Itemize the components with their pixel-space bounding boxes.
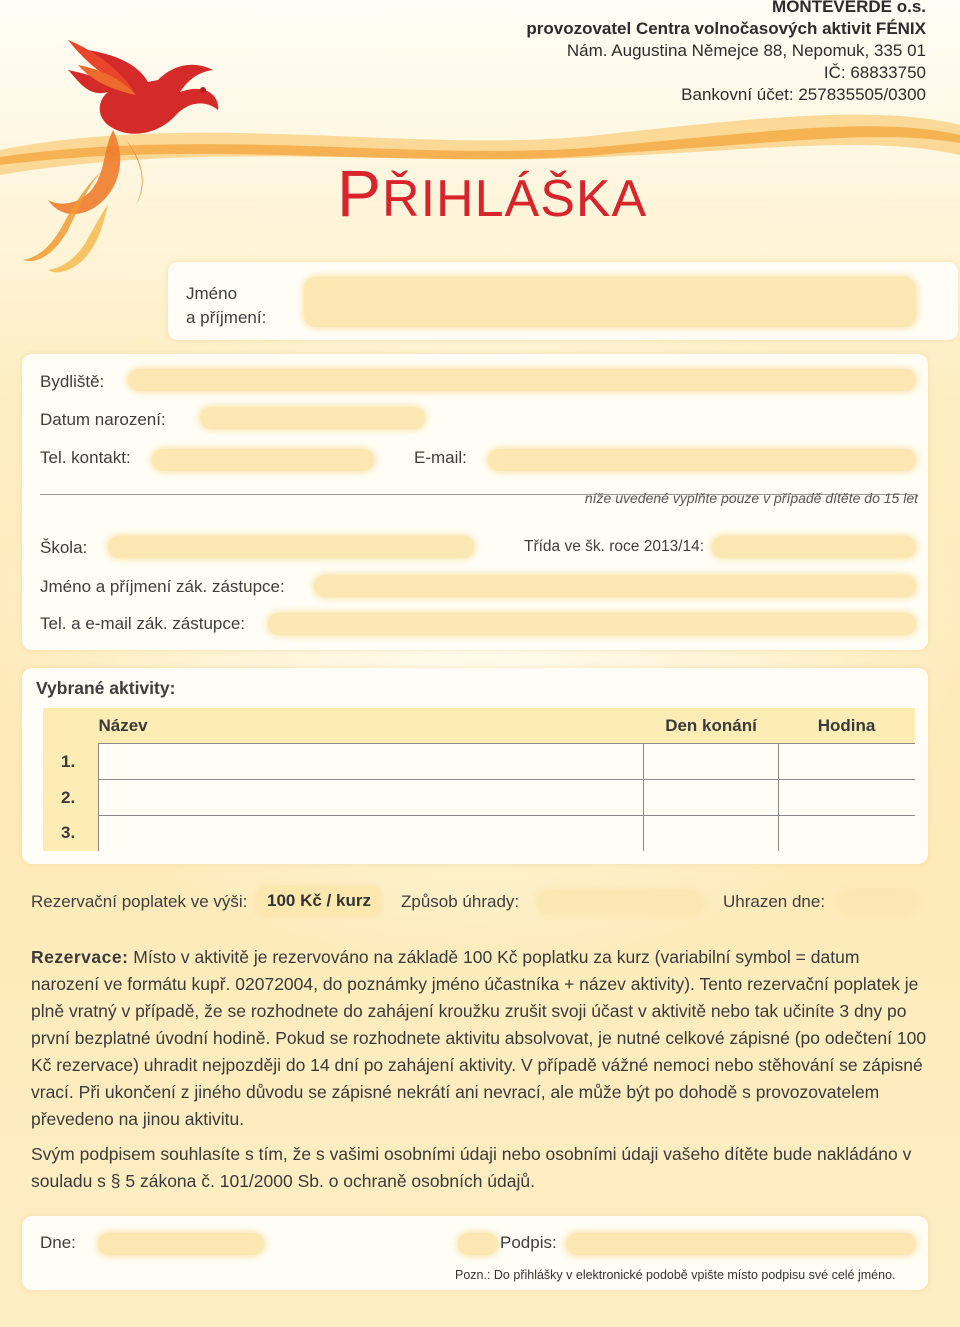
activities-table xyxy=(43,708,915,851)
organization-info xyxy=(526,0,926,106)
title-initial: P xyxy=(337,156,383,230)
org-ic: IČ: 68833750 xyxy=(823,63,926,82)
activity-name-cell[interactable] xyxy=(99,816,644,852)
activity-hour-cell[interactable] xyxy=(779,744,915,780)
payment-method-field[interactable] xyxy=(538,891,702,913)
activity-hour-cell[interactable] xyxy=(779,816,915,852)
activity-row xyxy=(43,780,915,816)
guardian-contact-field[interactable] xyxy=(268,613,916,635)
email-label: E-mail: xyxy=(414,448,467,467)
activity-row xyxy=(43,744,915,780)
birth-date-field[interactable] xyxy=(200,407,425,429)
title-rest: ŘIHLÁŠKA xyxy=(382,170,648,228)
column-header-day: Den konání xyxy=(644,708,779,744)
consent-paragraph: Svým podpisem souhlasíte s tím, že s vašimi osobními údaji nebo osobními údaji vašeho dítěte bude nakládáno v souladu s § 5 zákona č. 101/2000 Sb. o ochraně osobních údajů. xyxy=(31,1144,912,1191)
activity-day-cell[interactable] xyxy=(644,780,779,816)
activity-row xyxy=(43,816,915,852)
column-header-name: Název xyxy=(99,708,644,744)
class-label: Třída ve šk. roce 2013/14: xyxy=(524,538,705,555)
reservation-paragraph xyxy=(31,944,931,1133)
org-name: MONTEVERDE o.s. xyxy=(772,0,926,16)
class-field[interactable] xyxy=(712,536,916,558)
tel-label: Tel. kontakt: xyxy=(40,448,131,467)
guardian-contact-label: Tel. a e-mail zák. zástupce: xyxy=(40,614,246,633)
school-label: Škola: xyxy=(40,538,88,557)
signature-field-start[interactable] xyxy=(458,1233,498,1255)
activity-day-cell[interactable] xyxy=(644,816,779,852)
row-number: 3. xyxy=(43,816,99,852)
fee-value-badge: 100 Kč / kurz xyxy=(258,887,380,915)
org-address: Nám. Augustina Němejce 88, Nepomuk, 335 01 xyxy=(566,41,926,60)
activity-name-cell[interactable] xyxy=(99,780,644,816)
phoenix-logo-icon xyxy=(8,20,233,280)
date-label: Dne: xyxy=(40,1233,76,1252)
residence-label: Bydliště: xyxy=(40,372,105,391)
reservation-body: Místo v aktivitě je rezervováno na základě 100 Kč poplatku za kurz (variabilní symbol = datum narození ve formátu kupř. 02072004, do poznámky jméno účastníka + název aktivity). Tento rezervační poplatek je plně vratný v případě, že se rozhodnete do zahájení kroužku zrušit svoji účast v aktivitě nebo tak učiníte 3 dny po první bezplatné úvodní hodině. Pokud se rozhodnete aktivitu absolvovat, je nutné celkové zápisné (po odečtení 100 Kč rezervace) uhradit nejpozději do 14 dní po zahájení aktivity. V případě vážné nemoci nebo stěhování se zápisné vrací. Při ukončení z jiného důvodu se zápisné nekrátí ani nevrací, ale může být po dohodě s provozovatelem převedeno na jinou aktivitu. xyxy=(31,947,927,1129)
signature-note: Pozn.: Do přihlášky v elektronické podobě vpište místo podpisu své celé jméno. xyxy=(455,1268,896,1282)
school-field[interactable] xyxy=(108,536,474,558)
guardian-name-label: Jméno a příjmení zák. zástupce: xyxy=(40,577,285,596)
activity-day-cell[interactable] xyxy=(644,744,779,780)
row-number: 1. xyxy=(43,744,99,780)
activity-hour-cell[interactable] xyxy=(779,780,915,816)
under15-note: níže uvedené vyplňte pouze v případě dítěte do 15 let xyxy=(584,490,918,506)
signature-field[interactable] xyxy=(566,1233,916,1255)
column-header-hour: Hodina xyxy=(779,708,915,744)
name-field[interactable] xyxy=(304,277,916,327)
reservation-title: Rezervace: xyxy=(31,947,129,967)
activities-header-row xyxy=(43,708,915,744)
org-bank-account: Bankovní účet: 257835505/0300 xyxy=(681,85,926,104)
email-field[interactable] xyxy=(488,449,916,471)
org-subtitle: provozovatel Centra volnočasových aktivit FÉNIX xyxy=(526,19,926,38)
paid-date-label: Uhrazen dne: xyxy=(723,892,826,911)
name-label-line2: a příjmení: xyxy=(186,308,267,327)
activities-heading: Vybrané aktivity: xyxy=(36,678,176,698)
row-number: 2. xyxy=(43,780,99,816)
page-title xyxy=(337,155,647,231)
guardian-name-field[interactable] xyxy=(314,575,916,597)
date-field[interactable] xyxy=(98,1233,264,1255)
paid-date-field[interactable] xyxy=(840,891,916,913)
fee-label: Rezervační poplatek ve výši: xyxy=(31,892,248,911)
payment-method-label: Způsob úhrady: xyxy=(401,892,520,911)
activity-name-cell[interactable] xyxy=(99,744,644,780)
number-column-header xyxy=(43,708,99,744)
name-label xyxy=(186,282,266,330)
residence-field[interactable] xyxy=(128,369,916,391)
signature-label: Podpis: xyxy=(500,1233,557,1252)
name-label-line1: Jméno xyxy=(186,284,238,303)
birth-date-label: Datum narození: xyxy=(40,410,166,429)
tel-field[interactable] xyxy=(152,449,374,471)
